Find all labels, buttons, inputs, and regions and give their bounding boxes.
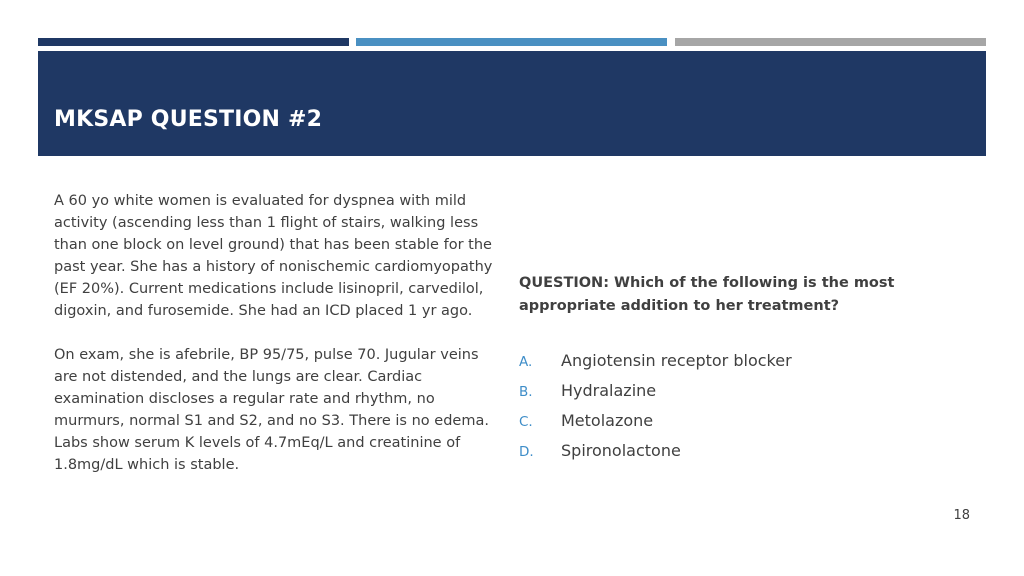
slide-title: MKSAP QUESTION #2	[54, 107, 323, 132]
answer-list	[519, 351, 959, 471]
page-number: 18	[953, 508, 970, 523]
accent-bar-gray	[675, 38, 986, 46]
answer-option-d	[519, 441, 959, 471]
answer-text: Hydralazine	[561, 381, 657, 400]
answer-option-a	[519, 351, 959, 381]
answer-letter: B.	[519, 384, 533, 400]
answer-letter: D.	[519, 444, 534, 460]
answer-text: Metolazone	[561, 411, 654, 430]
title-band	[38, 51, 986, 156]
case-exam-paragraph: On exam, she is afebrile, BP 95/75, pulse 70. Jugular veins are not distended, and the lungs are clear. Cardiac examination discloses a regular rate and rhythm, no murmurs, normal S1 and S2, and no S3. There is no edema. Labs show serum K levels of 4.7mEq/L and creatinine of 1.8mg/dL which is stable.	[54, 347, 489, 473]
answer-option-c	[519, 411, 959, 441]
answer-letter: C.	[519, 414, 533, 430]
case-history-paragraph: A 60 yo white women is evaluated for dyspnea with mild activity (ascending less than 1 flight of stairs, walking less than one block on level ground) that has been stable for the past year. She has a history of nonischemic cardiomyopathy (EF 20%). Current medications include lisinopril, carvedilol, digoxin, and furosemide. She had an ICD placed 1 yr ago.	[54, 193, 493, 319]
accent-bar-navy	[38, 38, 349, 46]
answer-text: Spironolactone	[561, 441, 681, 460]
case-description	[54, 190, 502, 476]
answer-letter: A.	[519, 354, 533, 370]
accent-bar-blue	[356, 38, 667, 46]
answer-text: Angiotensin receptor blocker	[561, 351, 792, 370]
answer-option-b	[519, 381, 959, 411]
question-text: QUESTION: Which of the following is the most appropriate addition to her treatment?	[519, 275, 895, 314]
